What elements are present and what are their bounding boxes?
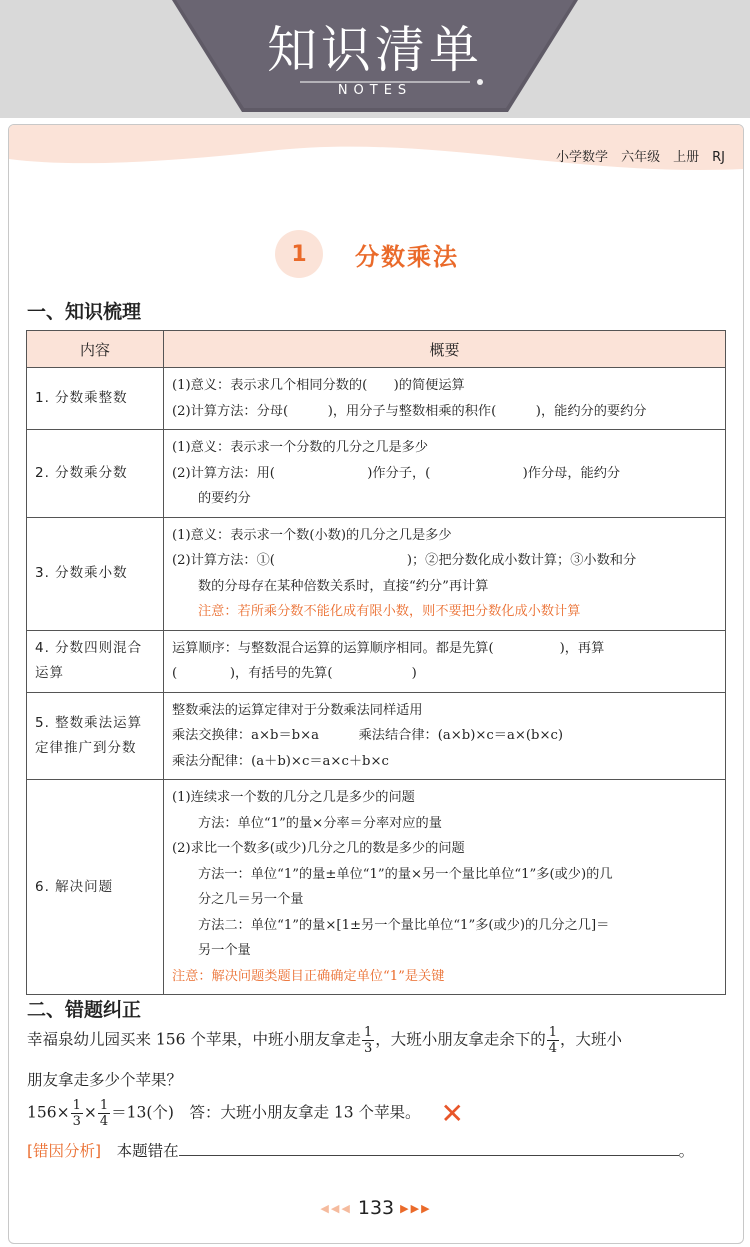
- row-summary: [164, 692, 726, 780]
- fraction-numerator: 1: [99, 1098, 109, 1113]
- prev-arrows-icon: ◀◀◀: [320, 1202, 352, 1215]
- summary-line: 另一个量: [198, 943, 251, 958]
- error-analysis-label: [错因分析]: [27, 1142, 102, 1160]
- header-subtitle: NOTES: [337, 83, 413, 98]
- section-title-corrections: 二、错题纠正: [27, 999, 142, 1021]
- row-summary: [164, 780, 726, 995]
- fraction-one-quarter: [547, 1025, 559, 1056]
- table-row: [27, 692, 726, 780]
- table-row: [27, 430, 726, 518]
- header-title: 知识清单: [267, 21, 483, 79]
- summary-line: 方法：单位“1”的量×分率＝分率对应的量: [198, 815, 442, 831]
- problem-line-2: 朋友拿走多少个苹果？: [27, 1071, 183, 1089]
- wrong-solution-line: [27, 1097, 464, 1130]
- row-summary: [164, 630, 726, 692]
- fraction-numerator: 1: [363, 1025, 373, 1040]
- meta-edition: RJ: [712, 150, 725, 165]
- problem-text: 幸福泉幼儿园买来 156 个苹果，中班小朋友拿走: [27, 1030, 361, 1049]
- section-title-knowledge: 一、知识梳理: [27, 301, 142, 323]
- row-topic: 1. 分数乘整数: [27, 368, 164, 430]
- fraction-denominator: 3: [72, 1114, 81, 1129]
- summary-line: (1)意义：表示求一个分数的几分之几是多少: [172, 440, 429, 455]
- row-topic: 4. 分数四则混合运算: [27, 630, 164, 692]
- page-footer: [9, 1197, 743, 1219]
- summary-line: (1)连续求一个数的几分之几是多少的问题: [172, 790, 415, 805]
- calc-text: ＝13(个) 答：大班小朋友拿走 13 个苹果。: [111, 1103, 421, 1122]
- error-analysis-blank[interactable]: [179, 1141, 679, 1156]
- summary-line: 方法一：单位“1”的量±单位“1”的量×另一个量比单位“1”多(或少)的几: [198, 866, 613, 882]
- summary-line: 分之几＝另一个量: [198, 892, 304, 907]
- summary-line: (1)意义：表示求一个数(小数)的几分之几是多少: [172, 527, 452, 543]
- summary-note: 注意：解决问题类题目正确确定单位“1”是关键: [172, 968, 445, 984]
- problem-text: ，大班小朋友拿走余下的: [375, 1030, 546, 1049]
- summary-line: 运算顺序：与整数混合运算的运算顺序相同。都是先算( )，再算: [172, 640, 605, 656]
- book-meta: [556, 146, 725, 165]
- row-topic: 3. 分数乘小数: [27, 517, 164, 630]
- problem-text: ，大班小: [560, 1030, 623, 1049]
- summary-line: (2)计算方法：用( )作分子，( )作分母，能约分: [172, 465, 621, 481]
- summary-line: 乘法交换律：a×b＝b×a 乘法结合律：(a×b)×c＝a×(b×c): [172, 728, 564, 743]
- page-number: 133: [357, 1197, 395, 1219]
- row-topic: 6. 解决问题: [27, 780, 164, 995]
- meta-subject: 小学数学: [556, 150, 609, 165]
- fraction-one-quarter: [98, 1098, 110, 1129]
- meta-grade: 六年级: [621, 150, 661, 165]
- summary-line: 整数乘法的运算定律对于分数乘法同样适用: [172, 702, 423, 718]
- table-header-row: [27, 331, 726, 368]
- summary-line: (2)计算方法：①( )；②把分数化成小数计算；③小数和分: [172, 553, 637, 568]
- chapter-heading: [275, 230, 459, 278]
- next-arrows-icon: ▶▶▶: [400, 1202, 432, 1215]
- fraction-denominator: 4: [99, 1114, 109, 1129]
- col-header-content: 内容: [27, 331, 164, 368]
- fraction-numerator: 1: [72, 1098, 81, 1113]
- summary-line: 数的分母存在某种倍数关系时，直接“约分”再计算: [198, 578, 489, 594]
- summary-line: (1)意义：表示求几个相同分数的( )的简便运算: [172, 378, 465, 393]
- summary-line: (2)求比一个数多(或少)几分之几的数是多少的问题: [172, 841, 465, 856]
- meta-volume: 上册: [673, 150, 700, 165]
- summary-line: 方法二：单位“1”的量×[1±另一个量比单位“1”多(或少)的几分之几]＝: [198, 917, 610, 933]
- fraction-one-third: [71, 1098, 83, 1129]
- chapter-number: 1: [275, 230, 323, 278]
- error-analysis-line: [27, 1139, 694, 1161]
- summary-line: 的要约分: [198, 491, 251, 506]
- chapter-title: 分数乘法: [355, 242, 459, 271]
- error-analysis-text: 本题错在: [116, 1142, 179, 1160]
- problem-line-1: [27, 1025, 622, 1056]
- table-row: [27, 780, 726, 995]
- row-summary: [164, 517, 726, 630]
- fraction-one-third: [362, 1025, 374, 1056]
- row-topic: 5. 整数乘法运算定律推广到分数: [27, 692, 164, 780]
- summary-line: 乘法分配律：(a＋b)×c＝a×c＋b×c: [172, 753, 389, 769]
- error-analysis-end: 。: [678, 1142, 695, 1160]
- calc-text: 156×: [27, 1103, 70, 1122]
- table-row: [27, 630, 726, 692]
- row-summary: [164, 368, 726, 430]
- row-topic: 2. 分数乘分数: [27, 430, 164, 518]
- summary-line: ( )，有括号的先算( ): [172, 666, 417, 681]
- summary-note: 注意：若所乘分数不能化成有限小数，则不要把分数化成小数计算: [198, 604, 581, 619]
- calc-text: ×: [83, 1103, 97, 1122]
- fraction-denominator: 3: [363, 1041, 373, 1056]
- summary-line: (2)计算方法：分母( )，用分子与整数相乘的积作( )，能约分的要约分: [172, 403, 647, 419]
- notes-card: [8, 124, 744, 1244]
- knowledge-table: [26, 330, 726, 995]
- table-row: [27, 368, 726, 430]
- row-summary: [164, 430, 726, 518]
- col-header-summary: 概要: [164, 331, 726, 368]
- table-row: [27, 517, 726, 630]
- fraction-numerator: 1: [548, 1025, 558, 1040]
- wrong-mark-icon: ✕: [440, 1097, 465, 1130]
- fraction-denominator: 4: [548, 1041, 558, 1056]
